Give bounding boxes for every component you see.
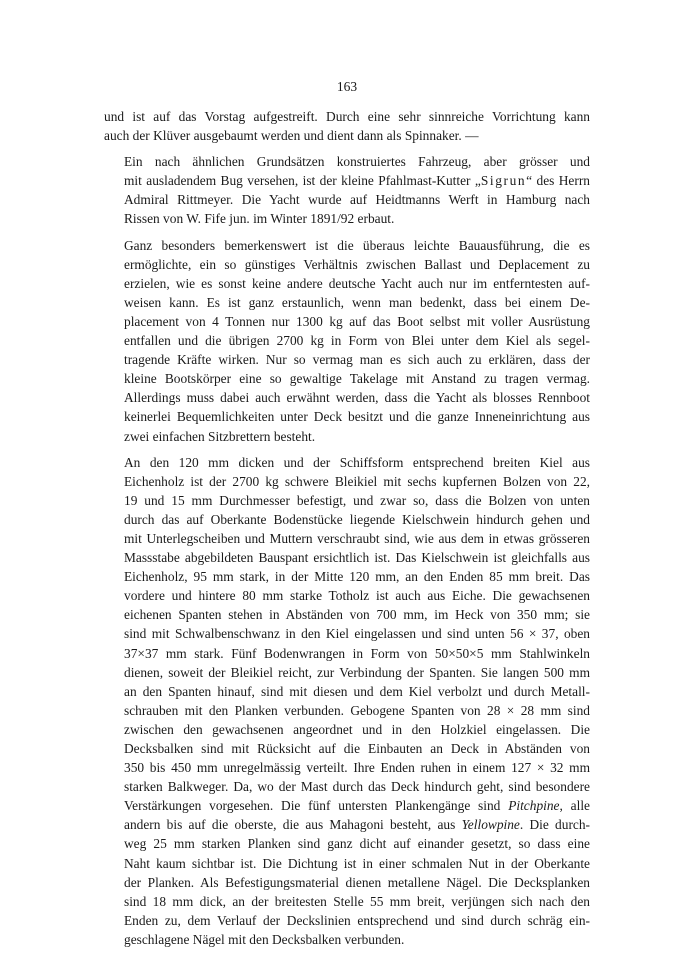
text-line: Massstabe abgebildeten Bauspant ersichtlich ist. Das Kielschwein ist gleichfalls aus: [124, 550, 590, 566]
paragraph: [104, 236, 590, 446]
text-line: durch das auf Oberkante Bodenstücke liegende Kielschwein hindurch gehen und: [124, 511, 590, 527]
text-line: entfallen und die übrigen 2700 kg in Form von Blei unter dem Kiel als segel-: [124, 333, 590, 349]
paragraph: [104, 453, 590, 949]
page-number: 163: [336, 79, 358, 94]
text-line: Eichenholz ist der 2700 kg schwere Bleikiel mit sechs kupfernen Bolzen von 22,: [124, 473, 590, 489]
text-line: mit Unterlegscheiben und Muttern verschraubt sind, wie aus dem in etwas grösseren: [124, 530, 590, 546]
text-line: der Planken. Als Befestigungsmaterial dienen metallene Nägel. Die Decksplanken: [124, 874, 590, 890]
text-line: Allerdings muss dabei auch erwähnt werden, dass die Yacht als blosses Rennboot: [124, 390, 590, 406]
text-line: 37×37 mm stark. Fünf Bodenwrangen in Form von 50×50×5 mm Stahlwinkeln: [124, 645, 590, 661]
text-line: Ein nach ähnlichen Grundsätzen konstruiertes Fahrzeug, aber grösser und: [124, 154, 590, 170]
text-line: eichenen Spanten stehen in Abständen von 700 mm, im Heck von 350 mm; sie: [124, 607, 590, 623]
text-line: Enden zu, dem Verlauf der Deckslinien entsprechend und sind durch schräg ein-: [124, 912, 590, 928]
text-line: dienen, soweit der Bleikiel reicht, zur Verbindung der Spanten. Sie langen 500 mm: [124, 664, 590, 680]
text-line: an den Spanten hinauf, sind mit diesen und dem Kiel verbolzt und durch Metall-: [124, 683, 590, 699]
document-page: [104, 78, 590, 956]
text-line: andern bis auf die oberste, die aus Mahagoni besteht, aus Yellowpine. Die durch-: [124, 817, 591, 833]
text-line: Verstärkungen vorgesehen. Die fünf untersten Plankengänge sind Pitchpine, alle: [124, 798, 590, 814]
text-line: keinerlei Bequemlichkeiten unter Deck besitzt und die ganze Inneneinrichtung aus: [124, 409, 590, 425]
text-line: starken Balkweger. Da, wo der Mast durch das Deck hindurch geht, sind besondere: [124, 779, 590, 795]
text-line: Decksbalken sind mit Rücksicht auf die Einbauten an Deck in Abständen von: [124, 741, 590, 756]
text-line: weisen kann. Es ist ganz erstaunlich, wenn man bedenkt, dass bei einem De-: [124, 294, 590, 310]
text-line: Naht kaum sichtbar ist. Die Dichtung ist in einer schmalen Nut in der Oberkante: [124, 855, 590, 871]
text-line: kleine Bootskörper eine so gewaltige Takelage mit Anstand zu tragen vermag.: [124, 371, 590, 387]
text-line: zwischen den gewachsenen angeordnet und in den Holzkiel eingelassen. Die: [124, 721, 590, 737]
text-line: tragende Kräfte wirken. Nur so vermag man es sich auch zu erklären, dass der: [124, 352, 590, 368]
text-line: und ist auf das Vorstag aufgestreift. Durch eine sehr sinnreiche Vorrichtung kann: [104, 109, 590, 124]
text-line: weg 25 mm starken Planken sind ganz dicht auf einander gesetzt, so dass eine: [124, 836, 590, 852]
text-line: erzielen, wie es sonst keine andere deutsche Yacht auch nur im entferntesten auf-: [124, 275, 590, 291]
text-line: geschlagene Nägel mit den Decksbalken verbunden.: [124, 931, 405, 947]
text-line: placement von 4 Tonnen nur 1300 kg auf das Boot selbst mit voller Ausrüstung: [124, 313, 590, 329]
text-line: schrauben mit den Planken verbunden. Gebogene Spanten von 28 × 28 mm sind: [124, 702, 590, 718]
text-line: sind 18 mm dick, an der breitesten Stelle 55 mm breit, verjüngen sich nach den: [124, 893, 590, 909]
text-line: Rissen von W. Fife jun. im Winter 1891/92 erbaut.: [124, 211, 395, 227]
text-line: 19 und 15 mm Durchmesser befestigt, und zwar so, dass die Bolzen von unten: [124, 492, 590, 508]
text-line: 350 bis 450 mm unregelmässig verteilt. Ihre Enden ruhen in einem 127 × 32 mm: [124, 760, 590, 776]
text-line: Eichenholz, 95 mm stark, in der Mitte 120 mm, an den Enden 85 mm breit. Das: [124, 569, 590, 585]
text-line: sind mit Schwalbenschwanz in den Kiel eingelassen und sind unten 56 × 37, oben: [124, 626, 590, 642]
paragraph: [104, 107, 590, 145]
paragraph: [104, 152, 590, 228]
text-line: auch der Klüver ausgebaumt werden und dient dann als Spinnaker. —: [104, 128, 479, 144]
text-line: An den 120 mm dicken und der Schiffsform entsprechend breiten Kiel aus: [124, 454, 590, 470]
text-line: Admiral Rittmeyer. Die Yacht wurde auf Heidtmanns Werft in Hamburg nach: [124, 192, 590, 208]
text-line: Ganz besonders bemerkenswert ist die überaus leichte Bauausführung, die es: [124, 237, 590, 253]
text-line: mit ausladendem Bug versehen, ist der kleine Pfahlmast-Kutter „Sigrun“ des Herrn: [124, 173, 590, 189]
body-text: [104, 107, 590, 949]
text-line: ermöglichte, ein so günstiges Verhältnis zwischen Ballast und Deplacement zu: [124, 256, 590, 272]
text-line: vordere und hintere 80 mm starke Totholz ist auch aus Eiche. Die gewachsenen: [124, 588, 590, 604]
text-line: zwei einfachen Sitzbrettern besteht.: [124, 428, 316, 444]
